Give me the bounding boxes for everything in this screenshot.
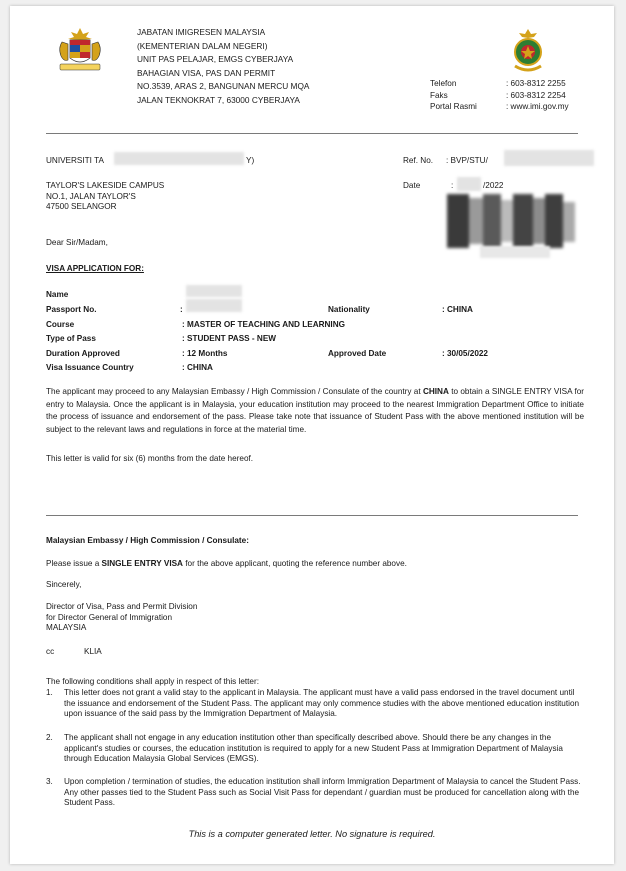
org-line: JALAN TEKNOKRAT 7, 63000 CYBERJAYA bbox=[137, 94, 300, 105]
pass-type-label: Type of Pass bbox=[46, 334, 96, 343]
contact-label: Portal Rasmi bbox=[430, 102, 477, 111]
condition-number: 3. bbox=[46, 777, 53, 786]
pass-type-value: : STUDENT PASS - NEW bbox=[182, 334, 277, 343]
redacted-block bbox=[186, 285, 242, 297]
body-country: CHINA bbox=[422, 387, 449, 396]
redacted-block bbox=[504, 150, 594, 166]
condition-number: 2. bbox=[46, 733, 53, 742]
duration-label: Duration Approved bbox=[46, 349, 120, 358]
qr-code bbox=[447, 194, 575, 248]
nationality-label: Nationality bbox=[328, 305, 370, 314]
org-line: JABATAN IMIGRESEN MALAYSIA bbox=[137, 27, 266, 37]
passport-label: Passport No. bbox=[46, 305, 97, 314]
address-line: NO.1, JALAN TAYLOR'S bbox=[46, 191, 136, 201]
address-line: 47500 SELANGOR bbox=[46, 202, 117, 211]
name-label: Name bbox=[46, 290, 69, 299]
recipient-name-end: Y) bbox=[246, 156, 255, 165]
date-label: Date bbox=[403, 181, 421, 190]
body-paragraph bbox=[46, 386, 584, 436]
signatory-line: Director of Visa, Pass and Permit Division bbox=[46, 602, 198, 611]
condition-text: Upon completion / termination of studies, the education institution shall inform Immigration Department of Malaysia to cancel the Student Pass. Any other passes tied to the Student Pass such as Social Visit Pass for dependant / guardian must be produced for cancellation along with the Student Pass. bbox=[64, 777, 581, 808]
org-line: NO.3539, ARAS 2, BANGUNAN MERCU MQA bbox=[137, 81, 310, 92]
redacted-block bbox=[457, 177, 481, 191]
immigration-badge-icon bbox=[510, 28, 546, 74]
signatory-line: MALAYSIA bbox=[46, 623, 87, 632]
signatory-line: for Director General of Immigration bbox=[46, 612, 173, 622]
contact-value: : www.imi.gov.my bbox=[506, 102, 569, 111]
nationality-value: : CHINA bbox=[442, 305, 473, 314]
contact-label: Faks bbox=[430, 90, 448, 100]
contact-value: : 603-8312 2255 bbox=[506, 79, 566, 88]
ref-label: Ref. No. bbox=[403, 156, 434, 165]
ref-value: : BVP/STU/ bbox=[446, 156, 488, 165]
validity-note: This letter is valid for six (6) months from the date hereof. bbox=[46, 454, 254, 463]
date-year: /2022 bbox=[483, 181, 504, 190]
date-colon: : bbox=[451, 181, 454, 190]
header-divider bbox=[46, 133, 578, 134]
salutation: Dear Sir/Madam, bbox=[46, 238, 108, 247]
issuance-value: : CHINA bbox=[182, 363, 213, 372]
embassy-heading: Malaysian Embassy / High Commission / Consulate: bbox=[46, 536, 249, 545]
contact-info bbox=[430, 78, 569, 113]
passport-value: : bbox=[180, 305, 183, 314]
condition-text: This letter does not grant a valid stay to the applicant in Malaysia. The applicant must have a valid pass endorsed in the travel document until the issuance and endorsement of the Student Pass. The applicant may only commence studies with the above mentioned education institution upon issuance of the said pass by the Immigration Department of Malaysia. bbox=[64, 688, 580, 719]
signatory-block bbox=[46, 602, 197, 634]
body-text: to obtain a SINGLE ENTRY VISA for entry to Malaysia. Once the applicant is in Malaysia, your education institution may proceed to the nearest Immigration Department Office to initiate the process of issuance and endorsement of the pass. Please take note that issuance of Student Pass with the above mentioned institution will be subject to the relevant laws and regulations in force at the material time. bbox=[46, 387, 584, 434]
recipient-address bbox=[46, 181, 164, 213]
footer-note: This is a computer generated letter. No signature is required. bbox=[188, 829, 436, 839]
org-line: BAHAGIAN VISA, PAS DAN PERMIT bbox=[137, 67, 276, 78]
cc-label: cc bbox=[46, 647, 55, 656]
condition-number: 1. bbox=[46, 688, 53, 697]
section-divider bbox=[46, 515, 578, 516]
request-visa-type: SINGLE ENTRY VISA bbox=[101, 559, 183, 568]
contact-value: : 603-8312 2254 bbox=[506, 90, 566, 100]
conditions-intro: The following conditions shall apply in respect of this letter: bbox=[46, 677, 259, 686]
issuance-label: Visa Issuance Country bbox=[46, 363, 134, 372]
cc-value: KLIA bbox=[84, 647, 102, 656]
redacted-block bbox=[114, 152, 244, 165]
approved-date-value: : 30/05/2022 bbox=[442, 349, 488, 358]
org-line: (KEMENTERIAN DALAM NEGERI) bbox=[137, 40, 268, 51]
malaysia-coat-of-arms-icon bbox=[54, 26, 106, 74]
redacted-block bbox=[480, 246, 550, 258]
request-text: for the above applicant, quoting the reference number above. bbox=[182, 559, 407, 568]
org-address bbox=[137, 26, 309, 108]
redacted-block bbox=[186, 299, 242, 312]
condition-text: The applicant shall not engage in any education institution other than specifically described above. Should there be any changes in the applicant's studies or courses, the education institution is required to apply for a new Student Pass at Immigration Department of Malaysia through Education Malaysia Global Services (EMGS). bbox=[64, 733, 563, 764]
course-value: : MASTER OF TEACHING AND LEARNING bbox=[182, 320, 345, 329]
duration-value: : 12 Months bbox=[182, 349, 228, 358]
body-text: The applicant may proceed to any Malaysian Embassy / High Commission / Consulate of the country at bbox=[46, 387, 423, 396]
org-line: UNIT PAS PELAJAR, EMGS CYBERJAYA bbox=[137, 54, 294, 65]
subject-heading: VISA APPLICATION FOR: bbox=[46, 264, 144, 273]
approved-date-label: Approved Date bbox=[328, 349, 387, 358]
embassy-request bbox=[46, 559, 407, 568]
request-text: Please issue a bbox=[46, 559, 102, 568]
recipient-name-start: UNIVERSITI TA bbox=[46, 156, 104, 165]
closing: Sincerely, bbox=[46, 580, 82, 589]
contact-label: Telefon bbox=[430, 79, 457, 88]
letter-page bbox=[10, 6, 614, 864]
address-line: TAYLOR'S LAKESIDE CAMPUS bbox=[46, 181, 165, 190]
course-label: Course bbox=[46, 320, 75, 329]
